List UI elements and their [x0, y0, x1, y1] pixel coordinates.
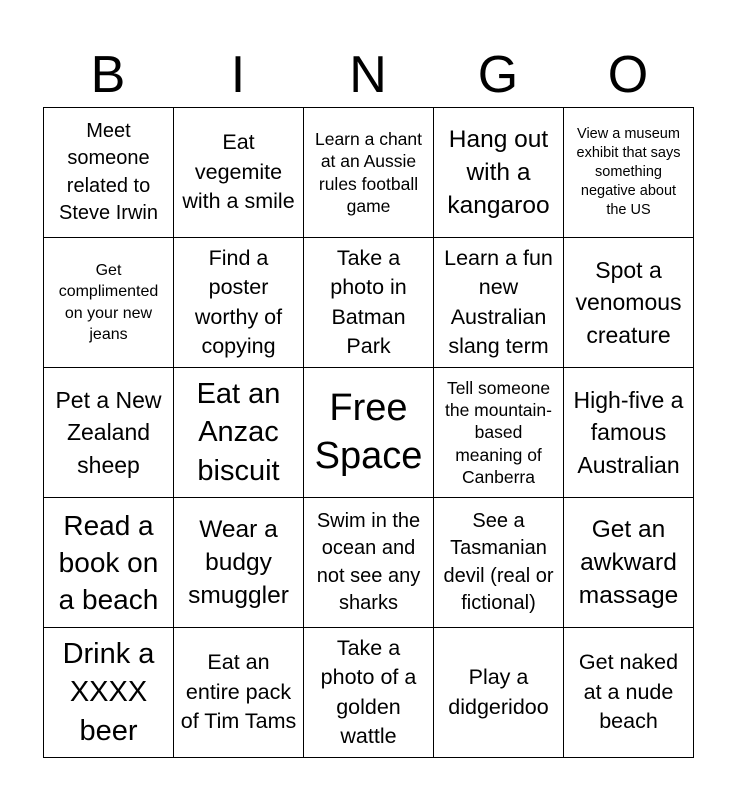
bingo-cell-r4-c4[interactable]: [434, 498, 564, 628]
bingo-cell-r3-c2[interactable]: [174, 368, 304, 498]
header-letter-o: O: [607, 46, 649, 104]
bingo-board: [43, 107, 694, 758]
bingo-cell-r1-c2[interactable]: [174, 108, 304, 238]
bingo-cell-text: Read a book on a beach: [58, 509, 159, 616]
bingo-cell-text: Learn a fun new Australian slang term: [444, 245, 553, 358]
bingo-cell-text: Swim in the ocean and not see any sharks: [316, 510, 421, 614]
bingo-cell-r5-c2[interactable]: [174, 628, 304, 758]
bingo-cell-text: Play a didgeridoo: [448, 665, 549, 719]
bingo-cell-r1-c3[interactable]: [304, 108, 434, 238]
header-letter-b: B: [90, 46, 126, 104]
bingo-cell-r1-c1[interactable]: [44, 108, 174, 238]
bingo-cell-r4-c5[interactable]: [564, 498, 694, 628]
bingo-cell-r5-c4[interactable]: [434, 628, 564, 758]
bingo-cell-r3-c4[interactable]: [434, 368, 564, 498]
bingo-cell-free-space[interactable]: [304, 368, 434, 498]
bingo-cell-text: Pet a New Zealand sheep: [55, 387, 162, 478]
bingo-cell-text: Take a photo of a golden wattle: [320, 635, 417, 748]
bingo-cell-text: Find a poster worthy of copying: [194, 245, 283, 358]
bingo-cell-r2-c3[interactable]: [304, 238, 434, 368]
header-letter-n: N: [349, 46, 387, 104]
bingo-cell-r3-c5[interactable]: [564, 368, 694, 498]
header-letter-i: I: [230, 46, 246, 104]
bingo-cell-r1-c4[interactable]: [434, 108, 564, 238]
bingo-cell-r2-c4[interactable]: [434, 238, 564, 368]
bingo-cell-r5-c3[interactable]: [304, 628, 434, 758]
bingo-cell-text: Get naked at a nude beach: [578, 650, 679, 734]
bingo-cell-text: Eat an entire pack of Tim Tams: [180, 650, 297, 734]
bingo-cell-text: Take a photo in Batman Park: [330, 245, 407, 358]
bingo-cell-text: Get complimented on your new jeans: [58, 262, 159, 343]
bingo-cell-text: Meet someone related to Steve Irwin: [59, 120, 158, 224]
bingo-cell-text: High-five a famous Australian: [573, 387, 684, 478]
bingo-cell-r4-c2[interactable]: [174, 498, 304, 628]
bingo-cell-text: Hang out with a kangaroo: [447, 125, 550, 220]
bingo-cell-r5-c5[interactable]: [564, 628, 694, 758]
bingo-cell-r4-c1[interactable]: [44, 498, 174, 628]
bingo-cell-text: See a Tasmanian devil (real or fictional): [443, 510, 554, 614]
bingo-cell-text: Eat vegemite with a smile: [182, 130, 295, 214]
bingo-cell-text: Tell someone the mountain-based meaning of Canberra: [444, 377, 552, 487]
free-space-label: Free Space: [314, 387, 423, 477]
bingo-cell-r2-c5[interactable]: [564, 238, 694, 368]
bingo-cell-r4-c3[interactable]: [304, 498, 434, 628]
bingo-cell-text: Wear a budgy smuggler: [188, 515, 289, 610]
bingo-cell-r2-c2[interactable]: [174, 238, 304, 368]
bingo-cell-text: Eat an Anzac biscuit: [196, 377, 281, 487]
bingo-header: [43, 44, 693, 106]
bingo-cell-r3-c1[interactable]: [44, 368, 174, 498]
bingo-cell-text: Get an awkward massage: [578, 515, 679, 610]
bingo-cell-r1-c5[interactable]: [564, 108, 694, 238]
bingo-cell-r5-c1[interactable]: [44, 628, 174, 758]
header-letter-g: G: [477, 46, 519, 104]
bingo-cell-text: View a museum exhibit that says something negative about the US: [576, 126, 681, 218]
bingo-cell-text: Learn a chant at an Aussie rules football game: [314, 129, 423, 216]
bingo-cell-r2-c1[interactable]: [44, 238, 174, 368]
bingo-cell-text: Spot a venomous creature: [575, 257, 682, 348]
bingo-cell-text: Drink a XXXX beer: [62, 637, 155, 747]
